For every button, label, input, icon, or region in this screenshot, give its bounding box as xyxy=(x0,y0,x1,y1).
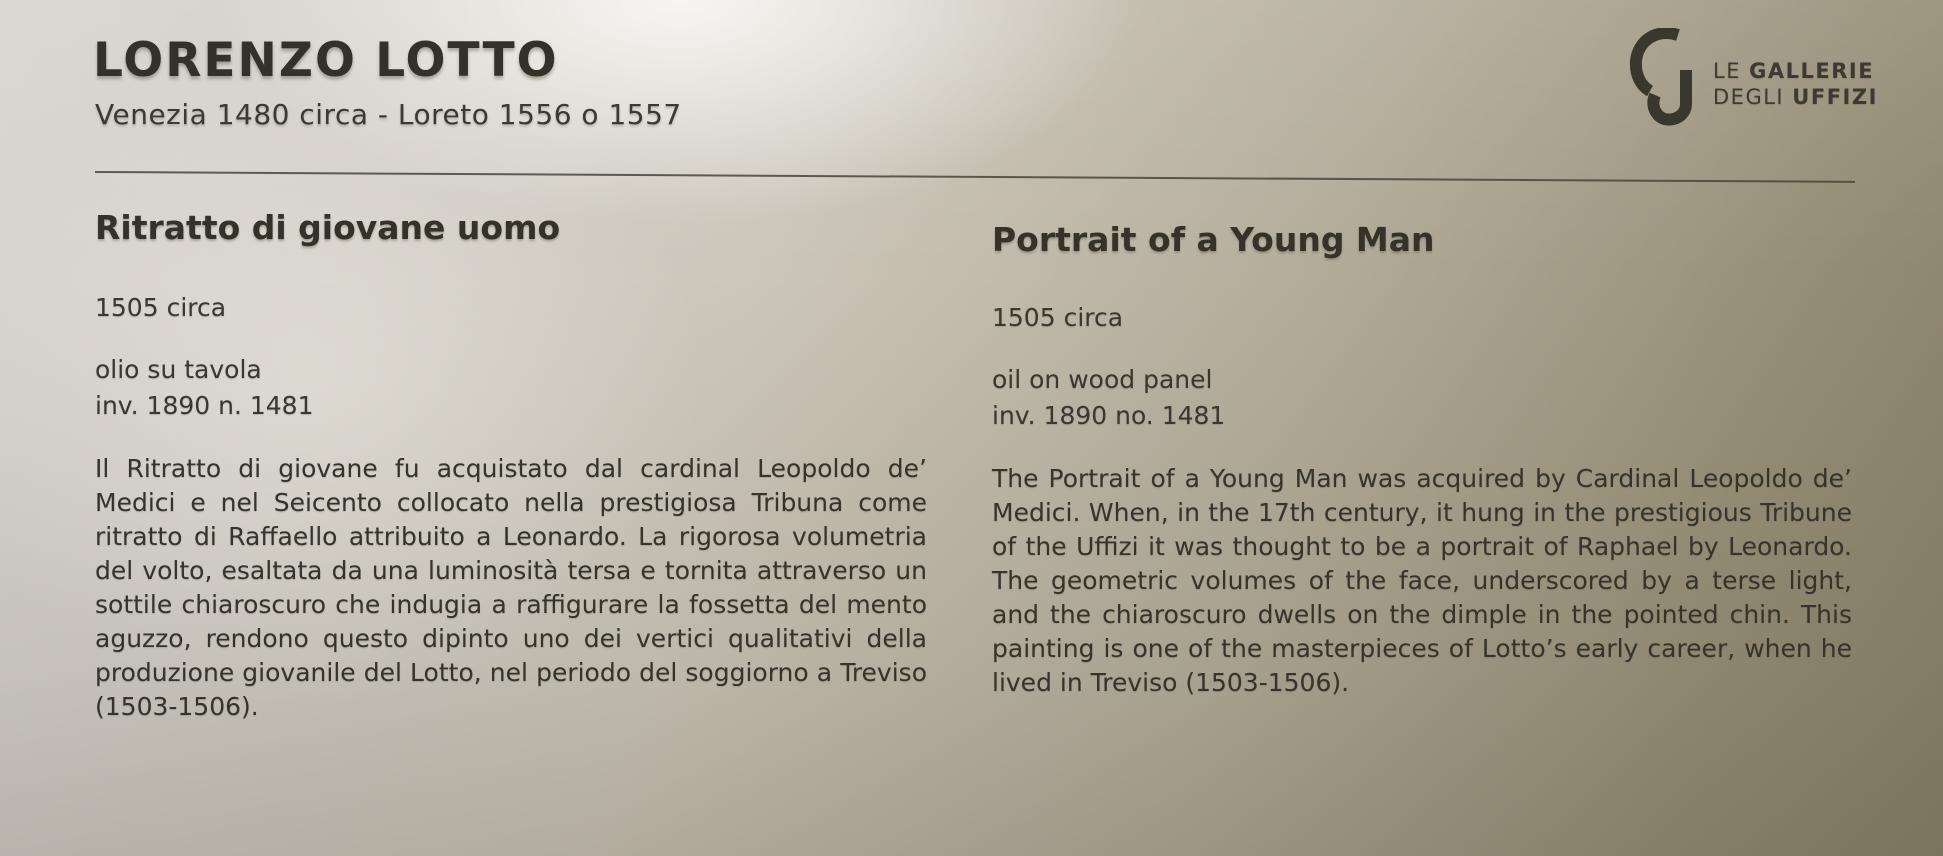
description-italian: Il Ritratto di giovane fu acquistato dal cardinal Leopoldo de’ Medici e nel Seicento collocato nella prestigiosa Tribuna come ritratto di Raffaello attribuito a Leonardo. La rigorosa volumetria del volto, esaltata da una luminosità tersa e tornita attraverso un sottile chiaroscuro che indugia a raffigurare la fossetta del mento aguzzo, rendono questo dipinto uno dei vertici qualitativi della produzione giovanile del Lotto, nel periodo del soggiorno a Treviso (1503-1506). xyxy=(95,454,927,721)
artwork-title-english: Portrait of a Young Man xyxy=(992,220,1435,259)
inventory-line-italian: inv. 1890 n. 1481 xyxy=(95,391,314,420)
medium-line-italian: olio su tavola xyxy=(95,355,262,384)
medium-line-english: oil on wood panel xyxy=(992,365,1213,394)
logo-uffizi: UFFIZI xyxy=(1792,85,1878,109)
artwork-medium-inventory-english xyxy=(992,362,1852,434)
uffizi-g-monogram-icon xyxy=(1627,28,1697,126)
logo-line-1 xyxy=(1713,58,1878,84)
inventory-line-english: inv. 1890 no. 1481 xyxy=(992,401,1226,430)
logo-le: LE xyxy=(1713,59,1741,83)
uffizi-logo-text xyxy=(1713,58,1878,110)
artwork-date-italian: 1505 circa xyxy=(95,293,227,322)
artwork-medium-inventory-italian xyxy=(95,352,927,424)
logo-line-2 xyxy=(1713,84,1878,110)
artist-dates: Venezia 1480 circa - Loreto 1556 o 1557 xyxy=(95,98,682,131)
logo-degli: DEGLI xyxy=(1713,85,1785,109)
artist-name: LORENZO LOTTO xyxy=(93,33,559,88)
logo-gallerie: GALLERIE xyxy=(1749,59,1875,83)
uffizi-logo xyxy=(1627,28,1878,126)
artwork-date-english: 1505 circa xyxy=(992,303,1124,332)
artwork-title-italian: Ritratto di giovane uomo xyxy=(95,208,561,247)
divider-line xyxy=(95,171,1855,183)
description-english: The Portrait of a Young Man was acquired by Cardinal Leopoldo de’ Medici. When, in the 17th century, it hung in the prestigious Tribune of the Uffizi it was thought to be a portrait of Raphael by Leonardo. The geometric volumes of the face, underscored by a terse light, and the chiaroscuro dwells on the dimple in the pointed chin. This painting is one of the masterpieces of Lotto’s early career, when he lived in Treviso (1503-1506). xyxy=(992,464,1852,697)
